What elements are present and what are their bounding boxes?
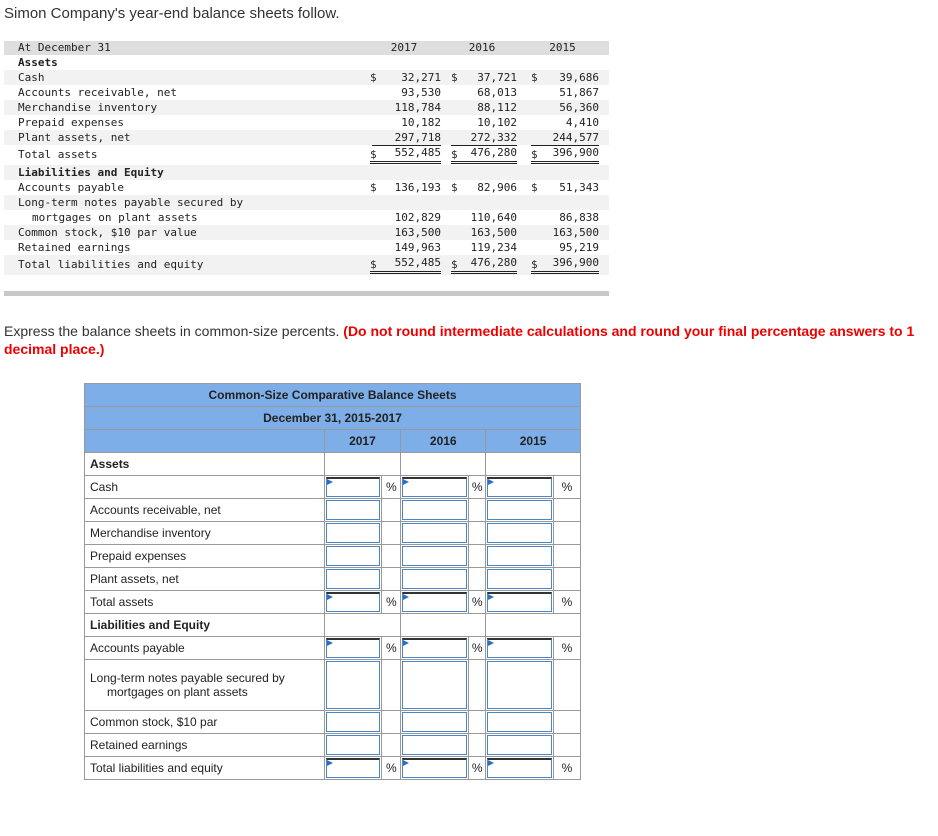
cs-input-total-assets-2017[interactable]: [324, 591, 382, 614]
cs-empty: [486, 614, 581, 637]
percent-sign: %: [382, 637, 401, 660]
dollar-sign: $: [370, 181, 377, 194]
cs-row-inventory: [85, 522, 581, 545]
percent-sign: %: [382, 757, 401, 780]
bs-value: 10,182: [401, 116, 441, 129]
cs-input-prepaid-2017[interactable]: [324, 545, 382, 568]
bs-value: 163,500: [394, 226, 441, 239]
cs-pct-blank: [469, 522, 486, 545]
percent-sign: %: [382, 591, 401, 614]
cs-pct-blank: [382, 734, 401, 757]
bs-row-ltn-2: [4, 210, 609, 225]
cs-pct-blank: [469, 568, 486, 591]
cs-row-ap: [85, 637, 581, 660]
cs-label-plant: Plant assets, net: [85, 568, 325, 591]
cs-label-total-assets: Total assets: [85, 591, 325, 614]
dollar-sign: $: [370, 71, 377, 84]
bs-label: Merchandise inventory: [18, 101, 158, 114]
cs-pct-blank: [382, 522, 401, 545]
cs-row-prepaid: [85, 545, 581, 568]
cs-input-common-stock-2016[interactable]: [401, 711, 469, 734]
cs-label-ltn: [85, 660, 325, 711]
cs-empty: [324, 614, 401, 637]
bs-value: 119,234: [451, 240, 517, 256]
cs-label-ltn-line1: Long-term notes payable secured by: [90, 671, 285, 685]
bs-value: 552,485: [370, 145, 441, 164]
cs-label-common-stock: Common stock, $10 par: [85, 711, 325, 734]
bs-row-total-le: [4, 255, 609, 275]
bs-value: 136,193: [394, 181, 441, 194]
bs-row-ar: [4, 85, 609, 100]
percent-sign: %: [469, 476, 486, 499]
cs-pct-blank: [469, 545, 486, 568]
cs-input-ar-2017[interactable]: [324, 499, 382, 522]
cs-pct-blank: [469, 734, 486, 757]
cs-row-total-assets: [85, 591, 581, 614]
dollar-sign: $: [451, 181, 458, 194]
bs-year-2016: 2016: [468, 41, 496, 54]
cs-years-blank: [85, 430, 325, 453]
cs-input-common-stock-2015[interactable]: [486, 711, 554, 734]
bs-label: Long-term notes payable secured by: [18, 196, 244, 209]
common-size-table: [84, 383, 581, 780]
cs-input-total-assets-2015[interactable]: [486, 591, 554, 614]
percent-sign: %: [553, 757, 580, 780]
bs-label: Plant assets, net: [18, 131, 131, 144]
cs-row-ltn: [85, 660, 581, 711]
bs-value: 37,721: [477, 71, 517, 84]
cs-empty: [401, 614, 486, 637]
bs-value: 88,112: [477, 101, 517, 114]
bs-label: Retained earnings: [18, 241, 131, 254]
cs-input-common-stock-2017[interactable]: [324, 711, 382, 734]
bs-value: 163,500: [470, 226, 517, 239]
cs-input-ap-2015[interactable]: [486, 637, 554, 660]
bs-label: Prepaid expenses: [18, 116, 124, 129]
bs-value: 476,280: [451, 255, 517, 274]
cs-label-prepaid: Prepaid expenses: [85, 545, 325, 568]
bs-row-inventory: [4, 100, 609, 115]
bs-label: Total assets: [18, 148, 98, 161]
bs-value: 51,867: [559, 86, 599, 99]
cs-row-plant: [85, 568, 581, 591]
cs-input-ap-2017[interactable]: [324, 637, 382, 660]
cs-pct-blank: [553, 522, 580, 545]
cs-empty: [401, 453, 486, 476]
cs-label-retained: Retained earnings: [85, 734, 325, 757]
cs-year-2015: 2015: [486, 430, 581, 453]
bs-value: 476,280: [451, 145, 517, 164]
cs-label-inventory: Merchandise inventory: [85, 522, 325, 545]
cs-input-inventory-2017[interactable]: [324, 522, 382, 545]
cs-row-ar: [85, 499, 581, 522]
balance-sheet: [4, 41, 609, 296]
bs-value: 118,784: [394, 101, 441, 114]
cs-label-ltn-line2: mortgages on plant assets: [107, 685, 248, 699]
cs-input-plant-2015[interactable]: [486, 568, 554, 591]
cs-liab-heading-row: [85, 614, 581, 637]
cs-input-ltn-2016[interactable]: [401, 660, 469, 711]
bs-value: 102,829: [394, 211, 441, 224]
cs-input-plant-2017[interactable]: [324, 568, 382, 591]
cs-pct-blank: [469, 499, 486, 522]
dollar-sign: $: [451, 258, 458, 271]
cs-pct-blank: [553, 734, 580, 757]
dollar-sign: $: [531, 181, 538, 194]
cs-input-total-assets-2016[interactable]: [401, 591, 469, 614]
instructions-main: Express the balance sheets in common-size percents.: [4, 323, 340, 339]
bs-value: 39,686: [559, 71, 599, 84]
cs-empty: [486, 453, 581, 476]
percent-sign: %: [553, 591, 580, 614]
bs-row-retained: [4, 240, 609, 255]
cs-pct-blank: [553, 568, 580, 591]
dollar-sign: $: [531, 148, 538, 161]
cs-pct-blank: [382, 660, 401, 711]
cs-input-ltn-2015[interactable]: [486, 660, 554, 711]
cs-input-cash-2015[interactable]: [486, 476, 554, 499]
percent-sign: %: [469, 637, 486, 660]
dollar-sign: $: [451, 148, 458, 161]
bs-row-ap: [4, 180, 609, 195]
cs-input-ar-2016[interactable]: [401, 499, 469, 522]
cs-label-ar: Accounts receivable, net: [85, 499, 325, 522]
cs-years-row: [85, 430, 581, 453]
bs-value: 95,219: [531, 240, 599, 256]
cs-year-2017: 2017: [324, 430, 401, 453]
dollar-sign: $: [370, 258, 377, 271]
intro-text: Simon Company's year-end balance sheets follow.: [4, 5, 340, 22]
cs-input-retained-2016[interactable]: [401, 734, 469, 757]
bs-label: Common stock, $10 par value: [18, 226, 197, 239]
cs-input-total-le-2017[interactable]: [324, 757, 382, 780]
cs-pct-blank: [469, 660, 486, 711]
cs-pct-blank: [382, 545, 401, 568]
bs-header-label: At December 31: [18, 41, 111, 54]
bs-value: 110,640: [470, 211, 517, 224]
cs-input-prepaid-2015[interactable]: [486, 545, 554, 568]
bs-value: 396,900: [531, 145, 599, 164]
bs-value: 396,900: [531, 255, 599, 274]
cs-input-prepaid-2016[interactable]: [401, 545, 469, 568]
cs-pct-blank: [553, 660, 580, 711]
bs-label: Accounts payable: [18, 181, 124, 194]
bs-value: 149,963: [372, 240, 441, 256]
cs-pct-blank: [382, 711, 401, 734]
bs-assets-heading: [4, 55, 609, 70]
cs-input-retained-2015[interactable]: [486, 734, 554, 757]
cs-input-cash-2016[interactable]: [401, 476, 469, 499]
dollar-sign: $: [531, 258, 538, 271]
cs-input-plant-2016[interactable]: [401, 568, 469, 591]
cs-pct-blank: [553, 545, 580, 568]
cs-pct-blank: [553, 499, 580, 522]
bs-value: 272,332: [451, 130, 517, 146]
percent-sign: %: [469, 591, 486, 614]
bs-label: Total liabilities and equity: [18, 258, 204, 271]
bs-row-plant: [4, 130, 609, 145]
cs-title: Common-Size Comparative Balance Sheets: [85, 384, 581, 407]
bs-liab-heading-text: Liabilities and Equity: [18, 166, 164, 179]
cs-input-retained-2017[interactable]: [324, 734, 382, 757]
cs-input-inventory-2015[interactable]: [486, 522, 554, 545]
dollar-sign: $: [370, 148, 377, 161]
instructions-rounding: (Do not round intermediate calculations and round your final percentage answers to 1 decimal place.): [4, 323, 915, 357]
bs-value: 4,410: [565, 116, 599, 129]
cs-row-total-le: [85, 757, 581, 780]
bs-row-ltn-1: [4, 195, 609, 210]
cs-input-cash-2017[interactable]: [324, 476, 382, 499]
cs-pct-blank: [553, 711, 580, 734]
cs-input-total-le-2016[interactable]: [401, 757, 469, 780]
bs-value: 56,360: [559, 101, 599, 114]
bs-value: 552,485: [370, 255, 441, 274]
cs-label-total-le: Total liabilities and equity: [85, 757, 325, 780]
percent-sign: %: [382, 476, 401, 499]
cs-subtitle-row: [85, 407, 581, 430]
cs-input-total-le-2015[interactable]: [486, 757, 554, 780]
bs-liab-heading: [4, 165, 609, 180]
bs-label: mortgages on plant assets: [32, 211, 198, 224]
cs-year-2016: 2016: [401, 430, 486, 453]
cs-title-row: [85, 384, 581, 407]
bs-year-2015: 2015: [549, 41, 576, 54]
bs-label: Cash: [18, 71, 45, 84]
cs-input-inventory-2016[interactable]: [401, 522, 469, 545]
bs-row-prepaid: [4, 115, 609, 130]
cs-pct-blank: [382, 568, 401, 591]
bs-year-2017: 2017: [390, 41, 418, 54]
cs-label-cash: Cash: [85, 476, 325, 499]
dollar-sign: $: [531, 71, 538, 84]
dollar-sign: $: [451, 71, 458, 84]
percent-sign: %: [553, 476, 580, 499]
bs-value: 51,343: [559, 181, 599, 194]
instructions: [4, 322, 929, 358]
bs-header-row: [4, 41, 609, 55]
bs-row-cash: [4, 70, 609, 85]
bs-label: Accounts receivable, net: [18, 86, 177, 99]
bs-value: 10,102: [477, 116, 517, 129]
cs-row-cash: [85, 476, 581, 499]
bs-bottom-rule: [4, 291, 609, 296]
bs-assets-heading-text: Assets: [18, 56, 58, 69]
percent-sign: %: [553, 637, 580, 660]
bs-row-total-assets: [4, 145, 609, 165]
bs-row-common-stock: [4, 225, 609, 240]
cs-row-common-stock: [85, 711, 581, 734]
cs-pct-blank: [382, 499, 401, 522]
cs-input-ltn-2017[interactable]: [324, 660, 382, 711]
bs-value: 244,577: [531, 130, 599, 146]
bs-value: 163,500: [552, 226, 599, 239]
cs-liab-heading: Liabilities and Equity: [85, 614, 325, 637]
percent-sign: %: [469, 757, 486, 780]
bs-value: 93,530: [401, 86, 441, 99]
bs-value: 68,013: [477, 86, 517, 99]
cs-empty: [324, 453, 401, 476]
bs-value: 32,271: [401, 71, 441, 84]
bs-value: 86,838: [559, 211, 599, 224]
cs-input-ar-2015[interactable]: [486, 499, 554, 522]
bs-value: 297,718: [372, 130, 441, 146]
cs-input-ap-2016[interactable]: [401, 637, 469, 660]
bs-value: 82,906: [477, 181, 517, 194]
cs-pct-blank: [469, 711, 486, 734]
cs-assets-heading: Assets: [85, 453, 325, 476]
cs-row-retained: [85, 734, 581, 757]
cs-label-ap: Accounts payable: [85, 637, 325, 660]
cs-subtitle: December 31, 2015-2017: [85, 407, 581, 430]
cs-assets-heading-row: [85, 453, 581, 476]
